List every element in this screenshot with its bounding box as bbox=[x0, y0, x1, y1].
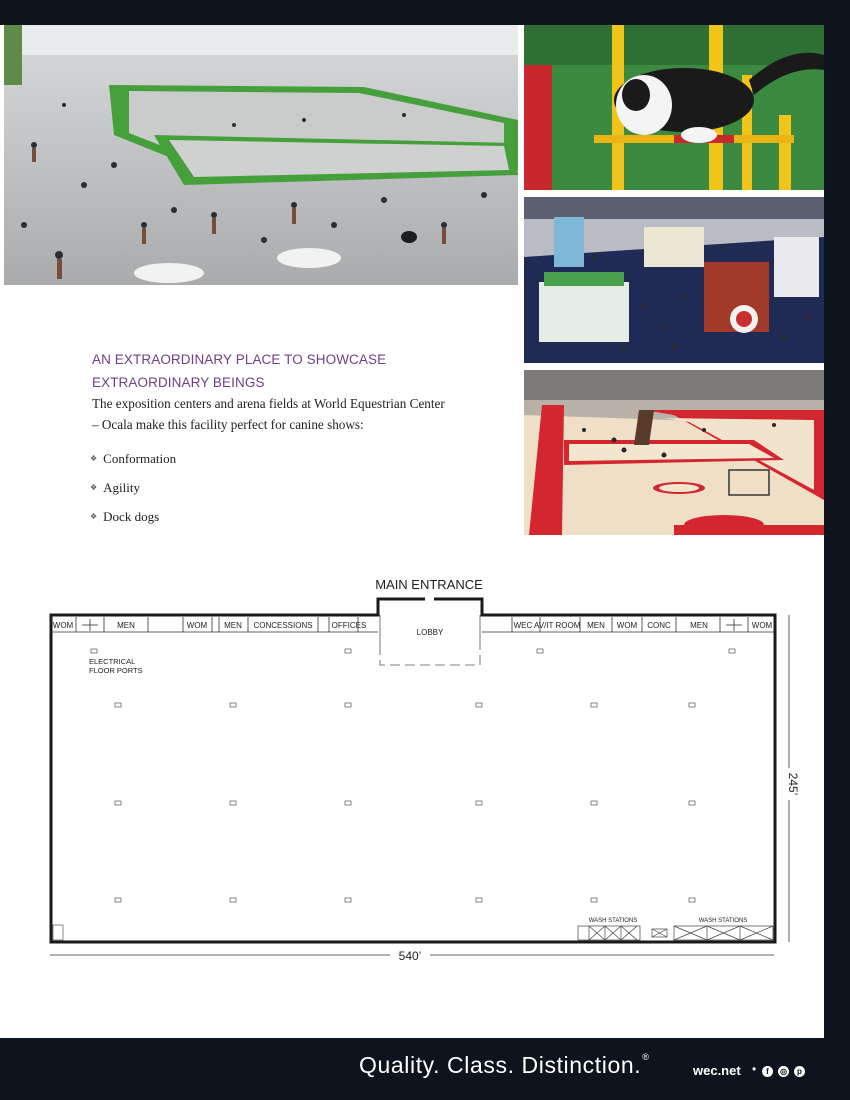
footer-separator: • bbox=[752, 1062, 757, 1076]
room-label: CONCESSIONS bbox=[253, 621, 313, 630]
building-outline bbox=[51, 599, 775, 942]
wash-stations-label: WASH STATIONS bbox=[588, 918, 638, 924]
electrical-floor-ports bbox=[91, 649, 735, 902]
intro-paragraph: The exposition centers and arena fields at World Equestrian Center – Ocala make this facility perfect for canine shows: bbox=[92, 396, 445, 432]
electrical-label-line-1: ELECTRICAL bbox=[89, 657, 136, 666]
room-label: WEC AV/IT ROOM bbox=[513, 621, 581, 630]
tagline-text: Quality. Class. Distinction. bbox=[359, 1052, 642, 1078]
diamond-bullet-icon: ❖ bbox=[90, 512, 98, 521]
depth-dimension-label: 245’ bbox=[786, 772, 800, 796]
diamond-bullet-icon: ❖ bbox=[90, 483, 98, 492]
main-entrance-label: MAIN ENTRANCE bbox=[375, 577, 483, 592]
room-label: WOM bbox=[186, 621, 208, 630]
wash-stations bbox=[578, 926, 773, 940]
instagram-icon[interactable]: ◎ bbox=[778, 1066, 789, 1077]
pinterest-icon[interactable]: p bbox=[794, 1066, 805, 1077]
dimension-lines bbox=[50, 615, 789, 955]
facebook-icon[interactable]: f bbox=[762, 1066, 773, 1077]
registered-mark: ® bbox=[642, 1052, 650, 1062]
room-label: WOM bbox=[52, 621, 74, 630]
diamond-bullet-icon: ❖ bbox=[90, 454, 98, 463]
room-label: WOM bbox=[751, 621, 773, 630]
lobby-outline bbox=[380, 645, 480, 665]
website-link[interactable]: wec.net bbox=[693, 1063, 741, 1078]
room-label: OFFICES bbox=[331, 621, 367, 630]
list-item-label: Dock dogs bbox=[103, 508, 160, 524]
width-dimension-label: 540’ bbox=[398, 949, 422, 963]
lobby-label: LOBBY bbox=[416, 628, 444, 637]
list-item-label: Agility bbox=[103, 479, 141, 495]
room-label: MEN bbox=[224, 621, 242, 630]
heading-line-1: AN EXTRAORDINARY PLACE TO SHOWCASE bbox=[92, 352, 387, 367]
room-label: WOM bbox=[616, 621, 638, 630]
right-border bbox=[824, 0, 850, 1100]
room-label: MEN bbox=[587, 621, 605, 630]
room-label: CONC bbox=[647, 621, 671, 630]
footer-tagline bbox=[359, 1052, 649, 1079]
wash-stations-label: WASH STATIONS bbox=[698, 918, 748, 924]
electrical-label-line-2: FLOOR PORTS bbox=[89, 666, 143, 675]
room-label: MEN bbox=[117, 621, 135, 630]
heading-line-2: EXTRAORDINARY BEINGS bbox=[92, 375, 265, 390]
list-item-label: Conformation bbox=[103, 450, 177, 466]
room-label: MEN bbox=[690, 621, 708, 630]
corner-room bbox=[53, 925, 63, 940]
